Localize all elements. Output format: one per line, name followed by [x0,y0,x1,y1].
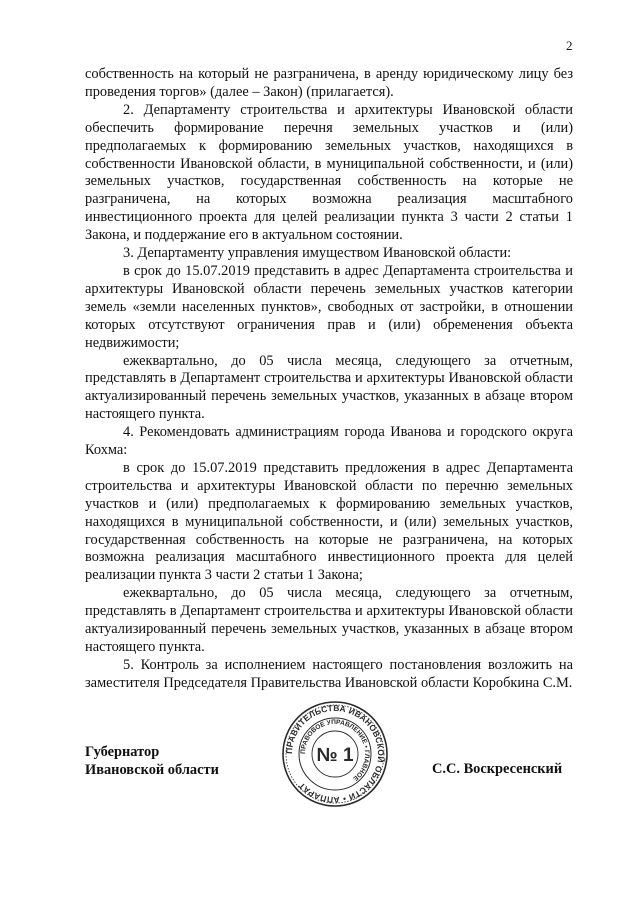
seal-inner-text: ПРАВОВОЕ УПРАВЛЕНИЕ • ГЛАВНОЕ [299,718,371,783]
page-number: 2 [566,38,573,53]
paragraph-continuation: собственность на который не разграничена, в аренду юридическому лицу без проведения торгов» (далее – Закон) (прилагается). [85,66,573,100]
signatory-title-line1: Губернатор [85,744,160,760]
paragraph-item-4-quarterly: ежеквартально, до 05 числа месяца, следующего за отчетным, представлять в Департамент строительства и архитектуры Ивановской области актуализированный перечень земельных участков, указанных в абзаце втором настоящего пункта. [85,585,573,655]
signatory-name: С.С. Воскресенский [432,761,563,777]
document-body [85,66,573,693]
signatory-title-line2: Ивановской области [85,762,219,778]
paragraph-item-3-quarterly: ежеквартально, до 05 числа месяца, следующего за отчетным, представлять в Департамент строительства и архитектуры Ивановской области актуализированный перечень земельных участков, указанных в абзаце втором настоящего пункта. [85,352,573,423]
seal-number: № 1 [316,745,354,766]
signatory-title [85,743,219,779]
paragraph-item-2: 2. Департаменту строительства и архитектуры Ивановской области обеспечить формирование перечня земельных участков и (или) предполагаемых к формированию земельных участков, находящихся в собственности Ивановской области, в муниципальной собственности, и (или) земельных участков, государственная собственность на которые не разграничена, на которых возможна реализация масштабного инвестиционного проекта для целей реализации пункта 3 части 2 статьи 1 Закона, и поддержание его в актуальном состоянии. [85,101,573,244]
paragraph-item-3: 3. Департаменту управления имуществом Ивановской области: [123,245,512,262]
seal-outer-text: ПРАВИТЕЛЬСТВА ИВАНОВСКОЙ ОБЛАСТИ • АППАРАТ [283,702,387,806]
paragraph-item-4-deadline: в срок до 15.07.2019 представить предложения в адрес Департамента строительства и архитектуры Ивановской области по перечню земельных участков и (или) предполагаемых к формированию земельных участков, находящихся в муниципальной собственности, и (или) земельных участков, государственная собственность на которые не разграничена, на которых возможна реализация масштабного инвестиционного проекта для целей реализации пункта 3 части 2 статьи 1 Закона; [85,459,573,584]
official-seal [281,700,389,808]
paragraph-item-4: 4. Рекомендовать администрациям города Иванова и городского округа Кохма: [85,424,573,459]
paragraph-item-5: 5. Контроль за исполнением настоящего постановления возложить на заместителя Председателя Правительства Ивановской области Коробкина С.М. [85,656,573,691]
paragraph-item-3-deadline: в срок до 15.07.2019 представить в адрес Департамента строительства и архитектуры Ивановской области перечень земельных участков категории земель «земли населенных пунктов», свободных от застройки, в отношении которых отсутствуют ограничения прав и (или) обременения объекта недвижимости; [85,262,573,351]
